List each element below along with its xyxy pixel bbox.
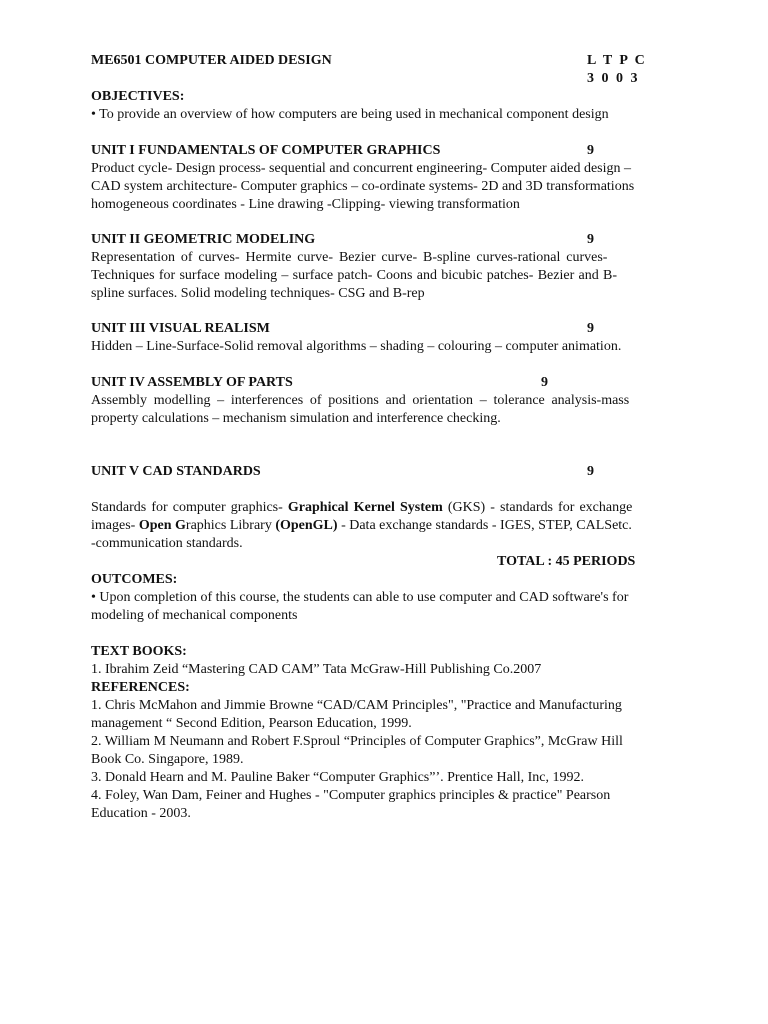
reference-line: Book Co. Singapore, 1989. bbox=[91, 752, 244, 767]
unit-5-hours: 9 bbox=[587, 464, 594, 479]
ltpc-values: 3 0 0 3 bbox=[587, 71, 640, 86]
unit-5-title: UNIT V CAD STANDARDS bbox=[91, 464, 261, 479]
gks-term: Graphical Kernel System bbox=[287, 500, 443, 515]
unit-3-heading bbox=[91, 320, 678, 338]
unit-4-title: UNIT IV ASSEMBLY OF PARTS bbox=[91, 375, 293, 390]
unit-1-body bbox=[91, 160, 678, 214]
unit-2-title: UNIT II GEOMETRIC MODELING bbox=[91, 232, 316, 247]
syllabus-page bbox=[91, 52, 678, 823]
reference-line: management “ Second Edition, Pearson Education, 1999. bbox=[91, 716, 412, 731]
outcomes-line: • Upon completion of this course, the students can able to use computer and CAD software's for bbox=[91, 590, 629, 605]
reference-item bbox=[91, 769, 678, 787]
reference-line: 1. Chris McMahon and Jimmie Browne “CAD/CAM Principles", "Practice and Manufacturing bbox=[91, 698, 622, 713]
unit-5-line: -communication standards. bbox=[91, 536, 243, 551]
open-g-term: Open G bbox=[138, 518, 186, 533]
reference-item bbox=[91, 697, 678, 733]
unit-4-hours: 9 bbox=[541, 375, 548, 390]
unit-3-title: UNIT III VISUAL REALISM bbox=[91, 321, 270, 336]
total-periods-row bbox=[91, 553, 678, 571]
unit-3-hours: 9 bbox=[587, 321, 594, 336]
text-book-item: 1. Ibrahim Zeid “Mastering CAD CAM” Tata McGraw-Hill Publishing Co.2007 bbox=[91, 662, 542, 677]
unit-5-line bbox=[91, 499, 678, 517]
outcomes-line: modeling of mechanical components bbox=[91, 608, 298, 623]
objectives-heading: OBJECTIVES: bbox=[91, 89, 185, 104]
reference-line: 4. Foley, Wan Dam, Feiner and Hughes - "Computer graphics principles & practice" Pearson bbox=[91, 788, 611, 803]
text-books-heading: TEXT BOOKS: bbox=[91, 644, 187, 659]
unit-2-line: spline surfaces. Solid modeling techniques- CSG and B-rep bbox=[91, 286, 425, 301]
unit-4-heading bbox=[91, 374, 678, 392]
total-periods: TOTAL : 45 PERIODS bbox=[497, 554, 636, 569]
unit-1-heading bbox=[91, 142, 678, 160]
reference-line: 2. William M Neumann and Robert F.Sproul “Principles of Computer Graphics”, McGraw Hill bbox=[91, 734, 623, 749]
unit-5-heading bbox=[91, 463, 678, 481]
unit-1-line: Product cycle- Design process- sequential and concurrent engineering- Computer aided design – bbox=[91, 161, 631, 176]
references-heading: REFERENCES: bbox=[91, 680, 190, 695]
unit-4-body bbox=[91, 392, 678, 428]
unit-1-title: UNIT I FUNDAMENTALS OF COMPUTER GRAPHICS bbox=[91, 143, 441, 158]
unit-1-hours: 9 bbox=[587, 143, 594, 158]
unit-5-text: Standards for computer graphics- bbox=[91, 500, 288, 515]
unit-2-heading bbox=[91, 231, 678, 249]
unit-4-line: property calculations – mechanism simulation and interference checking. bbox=[91, 411, 501, 426]
unit-5-text: raphics Library bbox=[185, 518, 276, 533]
unit-1-line: CAD system architecture- Computer graphics – co-ordinate systems- 2D and 3D transformations bbox=[91, 179, 635, 194]
reference-line: Education - 2003. bbox=[91, 806, 191, 821]
unit-2-line: Representation of curves- Hermite curve- Bezier curve- B-spline curves-rational curves- bbox=[91, 250, 608, 265]
unit-4-line: Assembly modelling – interferences of positions and orientation – tolerance analysis-mass bbox=[91, 393, 630, 408]
objectives-text: • To provide an overview of how computers are being used in mechanical component design bbox=[91, 107, 609, 122]
reference-line: 3. Donald Hearn and M. Pauline Baker “Computer Graphics”’. Prentice Hall, Inc, 1992. bbox=[91, 770, 584, 785]
unit-2-body bbox=[91, 249, 678, 303]
reference-item bbox=[91, 787, 678, 823]
outcomes-heading: OUTCOMES: bbox=[91, 572, 178, 587]
unit-5-text: images- bbox=[91, 518, 139, 533]
reference-item bbox=[91, 733, 678, 769]
unit-5-text: - Data exchange standards - IGES, STEP, CALSetc. bbox=[337, 518, 632, 533]
unit-5-text: (GKS) - standards for exchange bbox=[442, 500, 633, 515]
unit-5-line bbox=[91, 517, 678, 535]
unit-3-line: Hidden – Line-Surface-Solid removal algorithms – shading – colouring – computer animation. bbox=[91, 339, 622, 354]
unit-3-body bbox=[91, 338, 678, 356]
unit-2-hours: 9 bbox=[587, 232, 594, 247]
unit-1-line: homogeneous coordinates - Line drawing -Clipping- viewing transformation bbox=[91, 197, 520, 212]
course-title: ME6501 COMPUTER AIDED DESIGN bbox=[91, 53, 332, 68]
ltpc-label: L T P C bbox=[587, 53, 647, 68]
opengl-term: (OpenGL) bbox=[275, 518, 338, 533]
unit-5-body bbox=[91, 499, 678, 553]
unit-2-line: Techniques for surface modeling – surface patch- Coons and bicubic patches- Bezier and B- bbox=[91, 268, 618, 283]
course-header bbox=[91, 52, 678, 88]
